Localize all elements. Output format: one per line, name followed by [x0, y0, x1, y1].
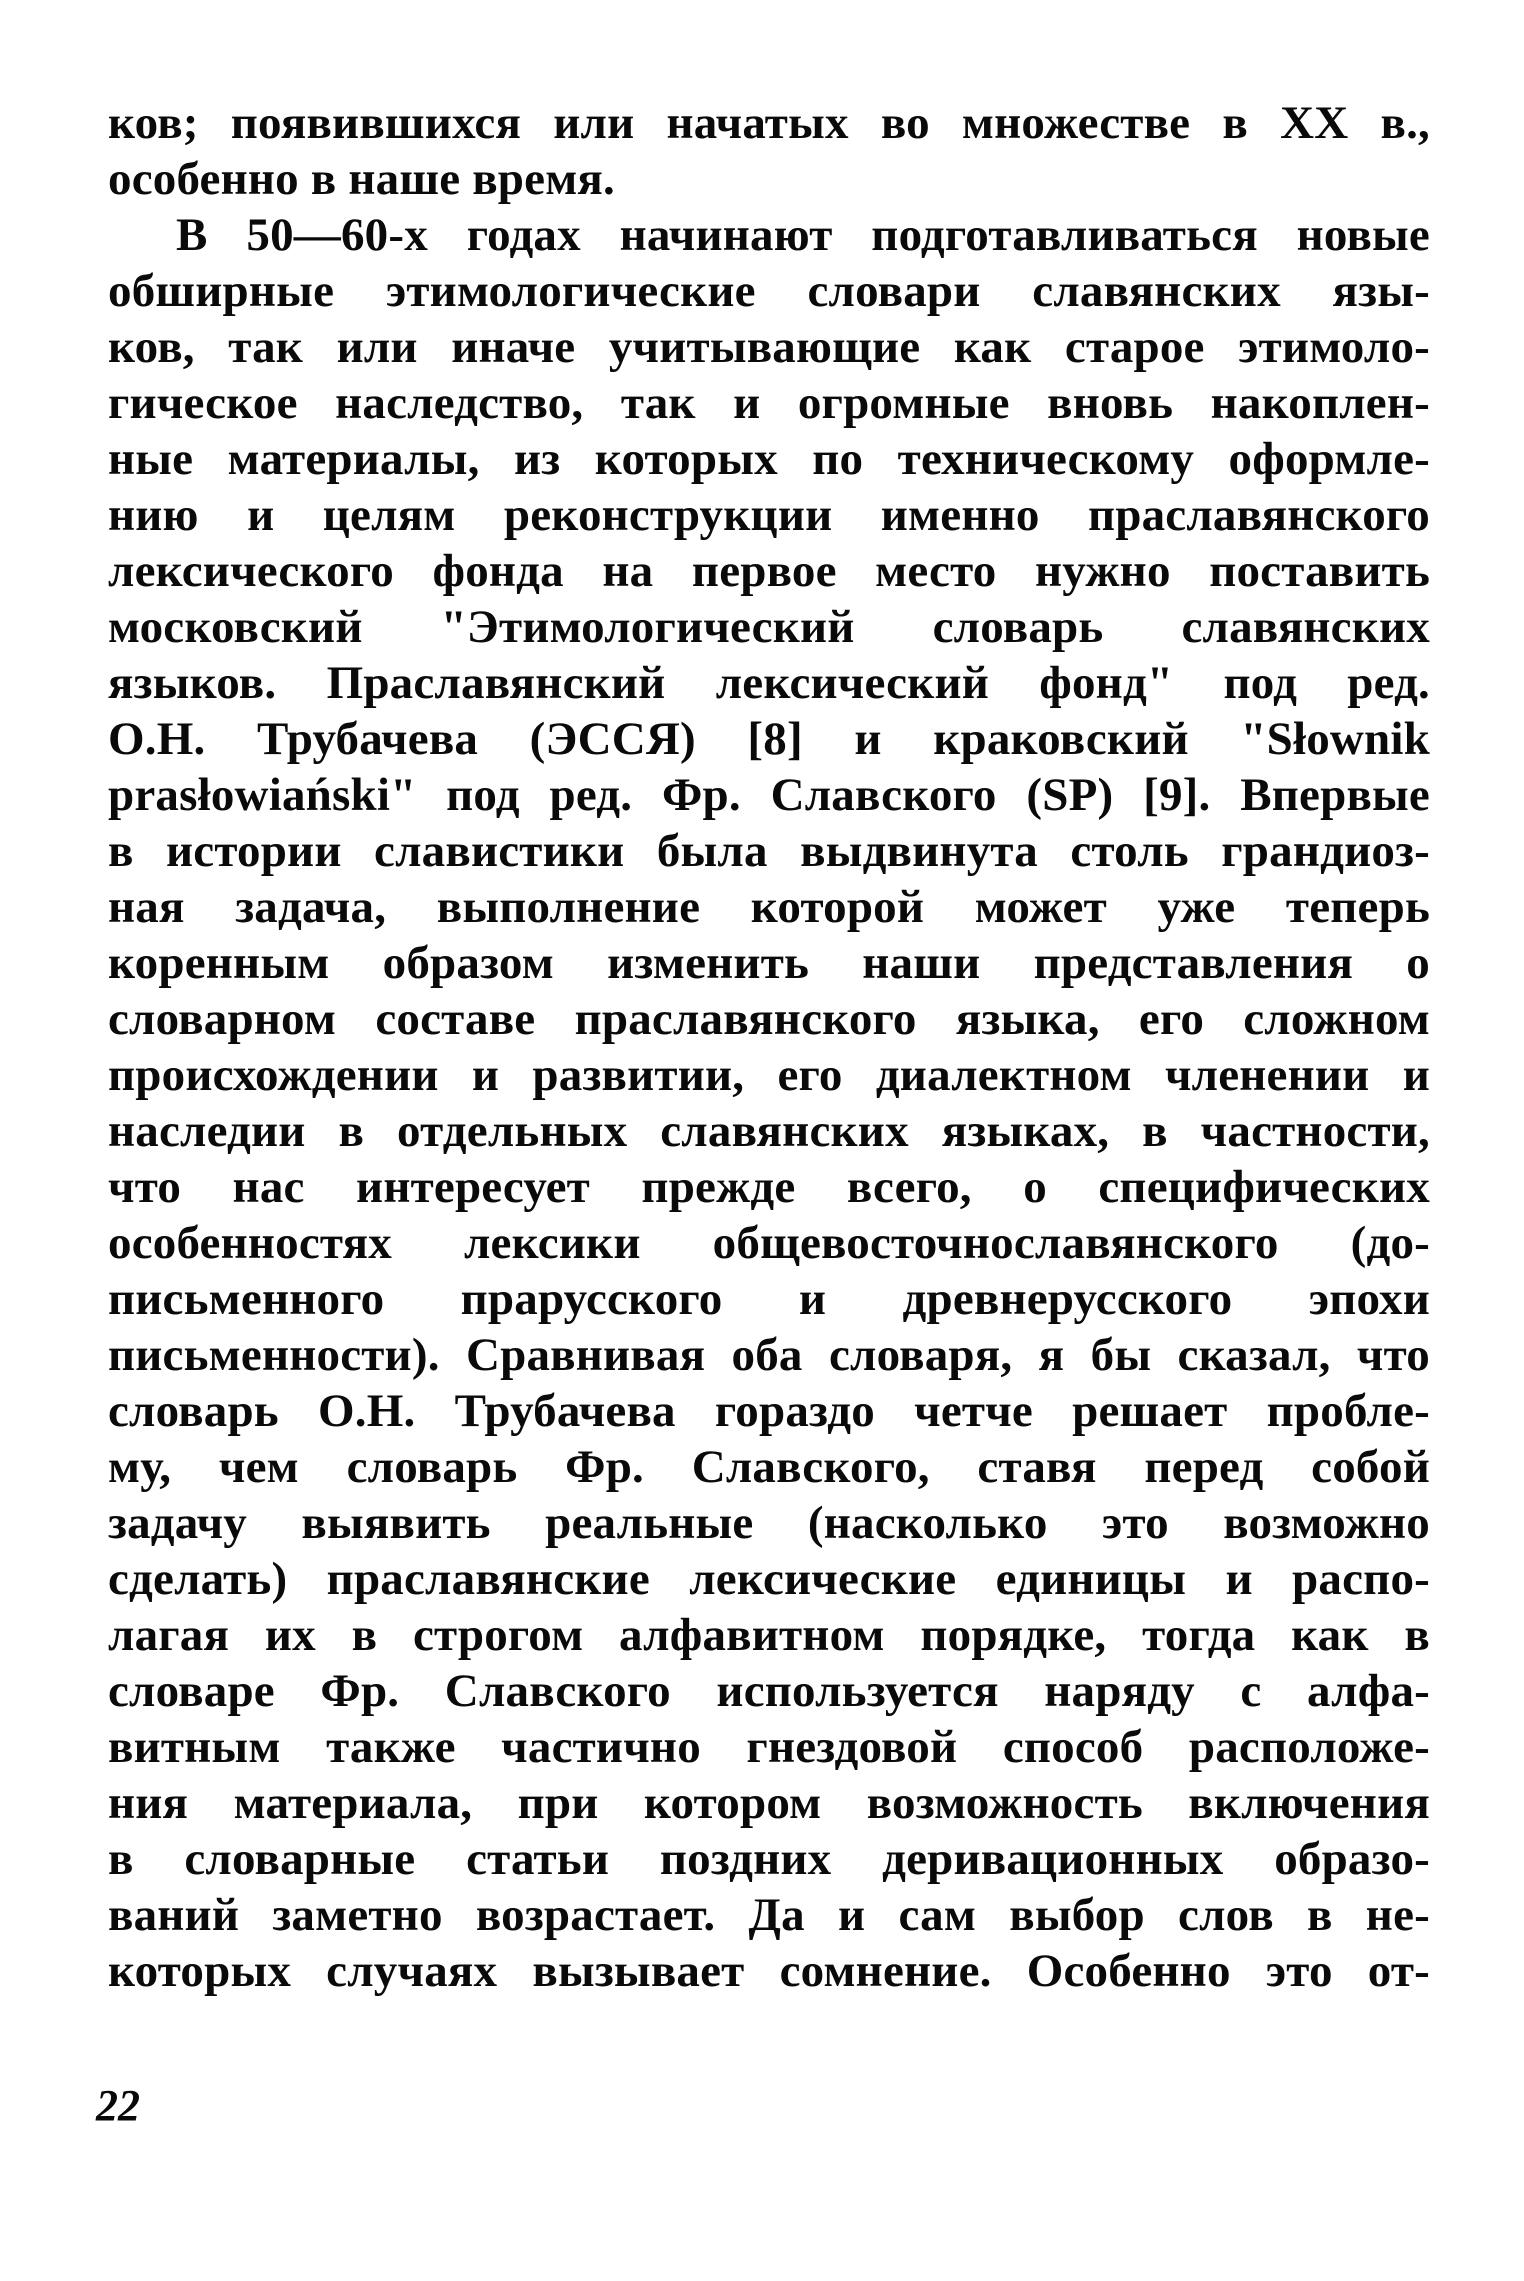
text-line: ков, так или иначе учитывающие как старое этимоло-: [108, 321, 1430, 373]
text-line: О.Н. Трубачева (ЭССЯ) [8] и краковский "Słownik: [108, 713, 1430, 765]
text-line: письменности). Сравнивая оба словаря, я бы сказал, что: [108, 1329, 1430, 1381]
text-line: му, чем словарь Фр. Славского, ставя перед собой: [108, 1441, 1430, 1493]
text-line: особенностях лексики общевосточнославянского (до-: [108, 1217, 1430, 1269]
text-line: ваний заметно возрастает. Да и сам выбор слов в не-: [108, 1889, 1430, 1941]
text-line: наследии в отдельных славянских языках, в частности,: [108, 1105, 1430, 1157]
text-line: гическое наследство, так и огромные вновь накоплен-: [108, 377, 1430, 429]
text-line: словарь О.Н. Трубачева гораздо четче решает пробле-: [108, 1385, 1430, 1437]
text-line: задачу выявить реальные (насколько это возможно: [108, 1497, 1430, 1549]
text-line: prasłowiański" под ред. Фр. Славского (SP) [9]. Впервые: [108, 769, 1430, 821]
text-line: нию и целям реконструкции именно праславянского: [108, 489, 1430, 541]
page-text: [108, 95, 1430, 1999]
text-line: особенно в наше время.: [108, 153, 615, 205]
text-line: обширные этимологические словари славянских язы-: [108, 265, 1430, 317]
text-line: словаре Фр. Славского используется наряду с алфа-: [108, 1665, 1430, 1717]
text-line: которых случаях вызывает сомнение. Особенно это от-: [108, 1945, 1430, 1997]
paragraph-first-line: В 50—60-х годах начинают подготавливаться новые: [176, 209, 1430, 261]
text-line: лексического фонда на первое место нужно поставить: [108, 545, 1430, 597]
text-line: письменного прарусского и древнерусского эпохи: [108, 1273, 1430, 1325]
text-line: словарном составе праславянского языка, его сложном: [108, 993, 1430, 1045]
text-line: в истории славистики была выдвинута столь грандиоз-: [108, 825, 1430, 877]
text-line: сделать) праславянские лексические единицы и распо-: [108, 1553, 1430, 1605]
text-line: лагая их в строгом алфавитном порядке, тогда как в: [108, 1609, 1430, 1661]
text-line: в словарные статьи поздних деривационных образо-: [108, 1833, 1430, 1885]
text-line: происхождении и развитии, его диалектном членении и: [108, 1049, 1430, 1101]
text-line: языков. Праславянский лексический фонд" под ред.: [108, 657, 1430, 709]
text-line: ния материала, при котором возможность включения: [108, 1777, 1430, 1829]
text-line: ков; появившихся или начатых во множестве в XX в.,: [108, 97, 1430, 149]
text-line: ная задача, выполнение которой может уже теперь: [108, 881, 1430, 933]
text-line: коренным образом изменить наши представления о: [108, 937, 1430, 989]
text-line: ные материалы, из которых по техническому оформле-: [108, 433, 1430, 485]
text-line: московский "Этимологический словарь славянских: [108, 601, 1430, 653]
page-number: 22: [96, 2081, 140, 2130]
text-line: что нас интересует прежде всего, о специфических: [108, 1161, 1430, 1213]
text-line: витным также частично гнездовой способ расположе-: [108, 1721, 1430, 1773]
